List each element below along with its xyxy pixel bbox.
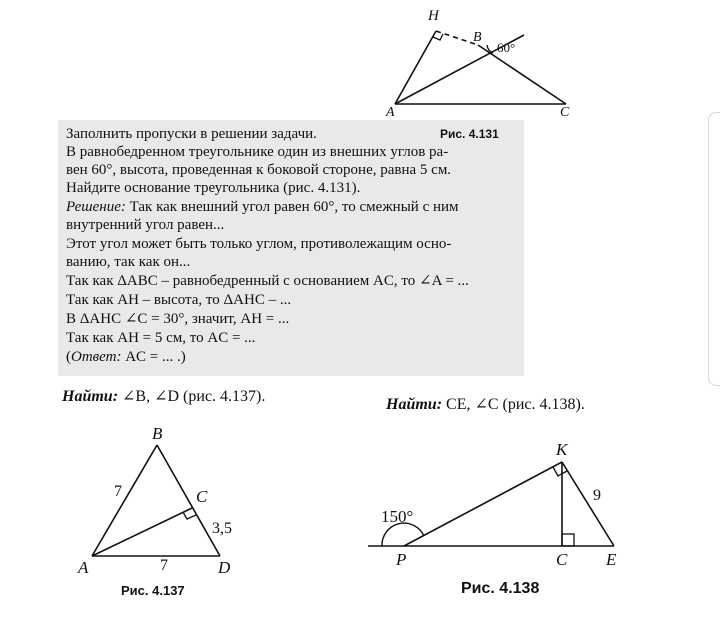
solution-line: внутренний угол равен...: [66, 217, 225, 233]
label-P-138: P: [396, 550, 407, 569]
caption-4-137: Рис. 4.137: [121, 583, 185, 598]
solution-label: Решение:: [66, 199, 126, 215]
label-C-137: C: [196, 487, 208, 506]
label-B: B: [473, 30, 482, 45]
label-A: A: [386, 105, 395, 120]
task-line: вен 60°, высота, проведенная к боковой стороне, равна 5 см.: [66, 162, 452, 178]
label-H: H: [428, 8, 439, 24]
label-E-138: E: [606, 550, 617, 569]
caption-4-138: Рис. 4.138: [461, 580, 540, 597]
solution-line: Так как ΔABC – равнобедренный с основанием AC, то ∠A = ...: [66, 273, 469, 289]
solution-line: Так как AH = 5 см, то AC = ...: [66, 330, 256, 346]
length-AB: 7: [114, 483, 122, 500]
length-CD: 3,5: [212, 520, 232, 537]
label-D-137: D: [218, 558, 231, 577]
length-AD: 7: [160, 557, 168, 574]
solution-text: Так как внешний угол равен 60°, то смежный с ним: [125, 199, 459, 215]
answer-line: (Ответ: AC = ... .): [66, 349, 186, 365]
angle-60-label: 60°: [497, 40, 516, 55]
label-B-137: B: [152, 424, 163, 443]
solution-line: ванию, так как он...: [66, 254, 191, 270]
right-angle-K: [553, 467, 567, 476]
find-4-137: Найти: ∠B, ∠D (рис. 4.137).: [62, 388, 266, 405]
angle-150-label: 150°: [381, 507, 414, 526]
solution-line: В ΔAHC ∠C = 30°, значит, AH = ...: [66, 311, 290, 327]
solution-line: Этот угол может быть только углом, противолежащим осно-: [66, 236, 452, 252]
length-KE: 9: [593, 487, 601, 504]
solution-line: Так как AH – высота, то ΔAHC – ...: [66, 292, 292, 308]
side-PK: [404, 462, 562, 546]
right-angle-C-138: [562, 534, 574, 546]
answer-label: Ответ:: [71, 349, 122, 365]
task-line: В равнобедренном треугольнике один из внешних углов ра-: [66, 144, 449, 160]
task-heading: Заполнить пропуски в решении задачи.: [66, 126, 317, 142]
label-C-138: C: [556, 550, 568, 569]
task-line: Найдите основание треугольника (рис. 4.131).: [66, 180, 361, 196]
label-A-137: A: [78, 558, 89, 577]
caption-4-131: Рис. 4.131: [440, 127, 499, 141]
find-4-138: Найти: CE, ∠C (рис. 4.138).: [386, 396, 585, 413]
label-K-138: K: [556, 440, 568, 459]
label-C: C: [560, 105, 570, 120]
